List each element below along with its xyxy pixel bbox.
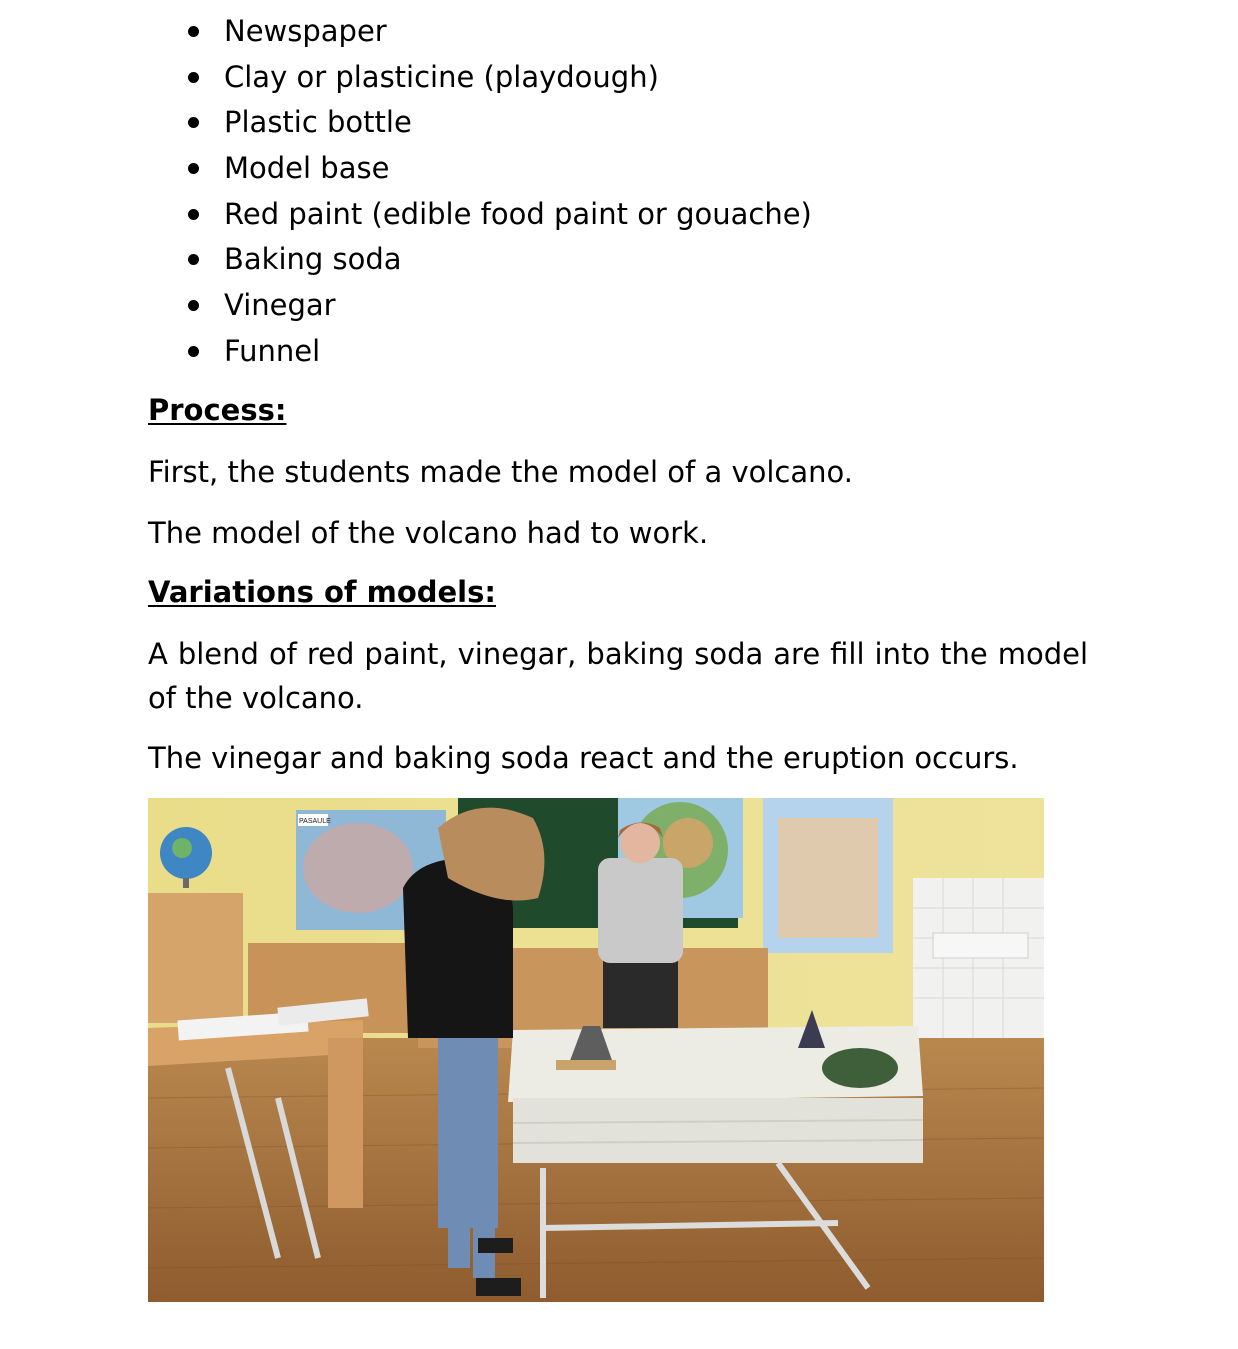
list-item-text: Clay or plasticine (playdough) (224, 59, 659, 94)
bullet-icon (188, 300, 199, 311)
list-item-text: Model base (224, 151, 390, 186)
list-item-text: Red paint (edible food paint or gouache) (224, 196, 812, 231)
list-item (186, 146, 812, 192)
list-item-text: Plastic bottle (224, 105, 412, 140)
bullet-icon (188, 209, 199, 220)
list-item (186, 237, 812, 283)
list-item (186, 283, 812, 329)
list-item (186, 55, 812, 101)
list-item (186, 9, 812, 55)
bullet-icon (188, 72, 199, 83)
list-item (186, 329, 812, 375)
list-item-text: Funnel (224, 333, 321, 368)
classroom-photo (148, 798, 1044, 1302)
map-label: PASAULE (299, 818, 331, 825)
bullet-icon (188, 26, 199, 37)
process-paragraph-1: First, the students made the model of a volcano. (148, 455, 853, 489)
list-item-text: Newspaper (224, 14, 387, 48)
list-item (186, 100, 812, 146)
bullet-icon (188, 346, 199, 357)
materials-list (186, 9, 812, 375)
list-item (186, 192, 812, 238)
variations-heading: Variations of models: (148, 575, 496, 609)
list-item-text: Vinegar (224, 288, 336, 323)
list-item-text: Baking soda (224, 242, 402, 277)
variations-paragraph-1: A blend of red paint, vinegar, baking soda are fill into the model of the volcano. (148, 637, 1088, 715)
bullet-icon (188, 117, 199, 128)
bullet-icon (188, 163, 199, 174)
process-heading: Process: (148, 393, 287, 427)
bullet-icon (188, 254, 199, 265)
process-paragraph-2: The model of the volcano had to work. (148, 516, 709, 550)
variations-paragraph-2: The vinegar and baking soda react and the eruption occurs. (148, 741, 1019, 775)
